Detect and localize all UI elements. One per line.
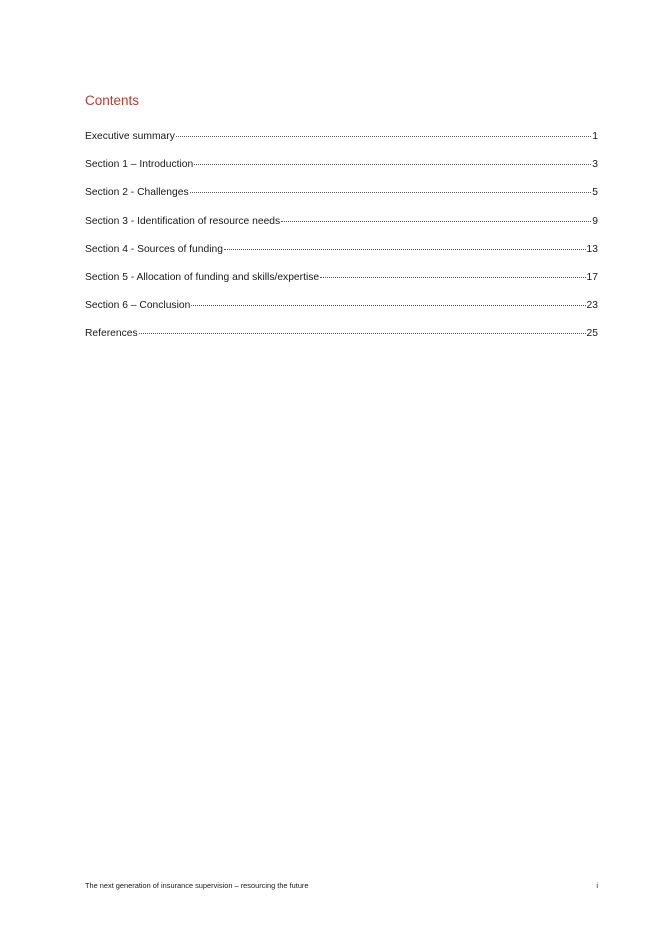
toc-entry-page: 25: [586, 328, 598, 340]
footer-page-number: i: [596, 881, 598, 890]
toc-entry-title: Section 4 - Sources of funding: [85, 243, 223, 255]
toc-entry-page: 23: [586, 300, 598, 312]
toc-entry-title: Executive summary: [85, 131, 175, 142]
toc-entry-title: Section 1 – Introduction: [85, 159, 194, 171]
toc-entry-page: 17: [586, 271, 598, 283]
footer-document-title: The next generation of insurance supervision – resourcing the future: [85, 881, 309, 890]
toc-entry-page: 9: [592, 215, 598, 227]
dot-leader: [224, 249, 586, 250]
dot-leader: [194, 164, 591, 165]
toc-entry-executive-summary[interactable]: [85, 129, 598, 157]
toc-entry-references[interactable]: [85, 326, 598, 354]
dot-leader: [139, 333, 586, 334]
table-of-contents: [85, 129, 598, 355]
toc-entry-section-1[interactable]: [85, 157, 598, 185]
toc-entry-page: 3: [592, 159, 598, 171]
toc-entry-title: Section 5 - Allocation of funding and skills/expertise: [85, 271, 320, 283]
toc-entry-title: Section 2 - Challenges: [85, 187, 189, 199]
toc-entry-section-3[interactable]: [85, 214, 598, 242]
contents-heading: Contents: [85, 93, 140, 108]
toc-entry-page: 1: [592, 131, 598, 142]
toc-entry-section-5[interactable]: [85, 270, 598, 298]
dot-leader: [176, 136, 591, 137]
dot-leader: [191, 305, 585, 306]
toc-entry-title: References: [85, 328, 138, 340]
dot-leader: [281, 221, 591, 222]
toc-entry-section-2[interactable]: [85, 185, 598, 213]
toc-entry-page: 13: [586, 243, 598, 255]
toc-entry-section-4[interactable]: [85, 242, 598, 270]
page-footer: [85, 881, 598, 890]
toc-entry-page: 5: [592, 187, 598, 199]
dot-leader: [190, 192, 592, 193]
toc-entry-section-6[interactable]: [85, 298, 598, 326]
toc-entry-title: Section 6 – Conclusion: [85, 300, 191, 312]
toc-entry-title: Section 3 - Identification of resource needs: [85, 215, 281, 227]
dot-leader: [320, 277, 585, 278]
